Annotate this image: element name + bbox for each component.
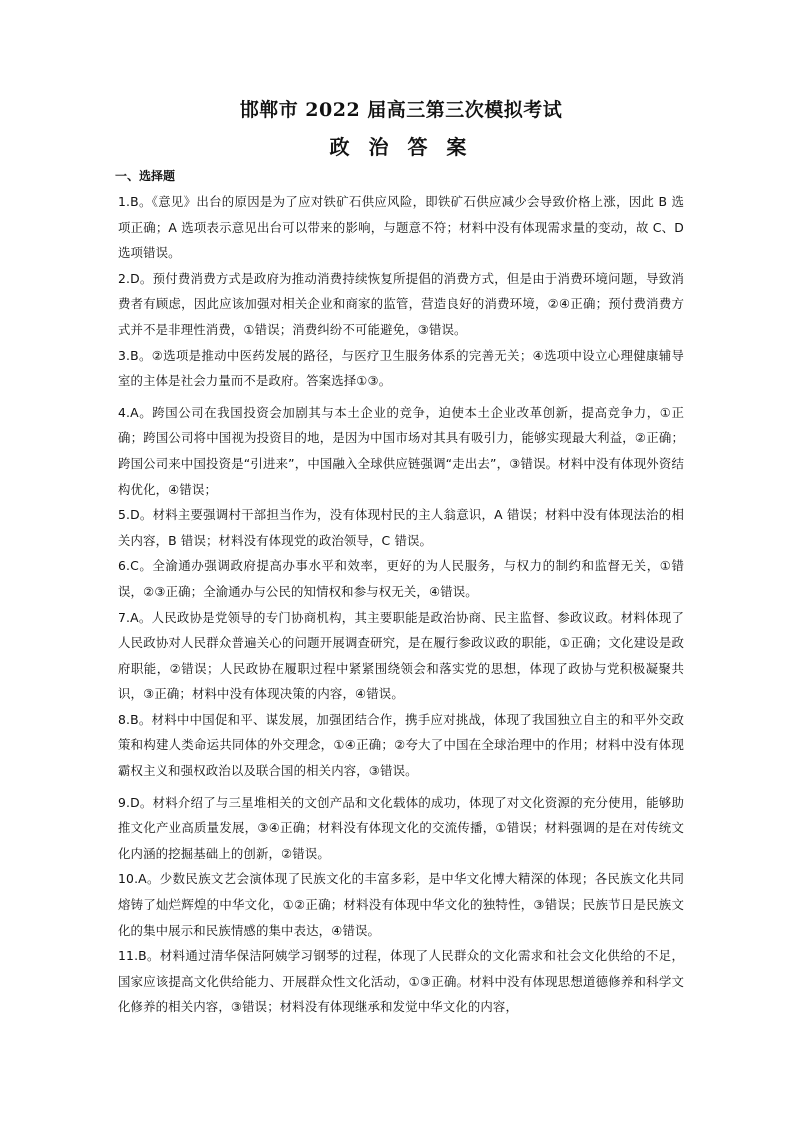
answer-item-1: 1.B。《意见》出台的原因是为了应对铁矿石供应风险，即铁矿石供应减少会导致价格上涨，因此 B 选项正确；A 选项表示意见出台可以带来的影响，与题意不符；材料中没有体现需求量的变动，故 C、D 选项错误。: [118, 194, 684, 261]
section-heading: 一、选择题: [115, 169, 176, 183]
answer-item-4: 4.A。跨国公司在我国投资会加剧其与本土企业的竞争，迫使本土企业改革创新，提高竞争力，①正确；跨国公司将中国视为投资目的地，是因为中国市场对其具有吸引力，能够实现最大利益，②正确；跨国公司来中国投资是“引进来”，中国融入全球供应链强调“走出去”，③错误。材料中没有体现外资结构优化，④错误；: [118, 404, 684, 497]
answer-document: [115, 96, 684, 1020]
answer-item-2: 2.D。预付费消费方式是政府为推动消费持续恢复所提倡的消费方式，但是由于消费环境问题，导致消费者有顾虑，因此应该加强对相关企业和商家的监管，营造良好的消费环境，②④正确；预付费消费方式并不是非理性消费，①错误；消费纠纷不可能避免，③错误。: [118, 270, 684, 337]
answer-item-9: 9.D。材料介绍了与三星堆相关的文创产品和文化载体的成功，体现了对文化资源的充分使用，能够助推文化产业高质量发展，③④正确；材料没有体现文化的交流传播，①错误；材料强调的是在对传统文化内涵的挖掘基础上的创新，②错误。: [118, 794, 684, 861]
answer-item-8: 8.B。材料中中国促和平、谋发展，加强团结合作，携手应对挑战，体现了我国独立自主的和平外交政策和构建人类命运共同体的外交理念，①④正确；②夸大了中国在全球治理中的作用；材料中没有体现霸权主义和强权政治以及联合国的相关内容，③错误。: [118, 711, 684, 779]
document-title: 邯郸市 2022 届高三第三次模拟考试: [239, 99, 563, 121]
answer-item-3: 3.B。②选项是推动中医药发展的路径，与医疗卫生服务体系的完善无关；④选项中设立心理健康辅导室的主体是社会力量而不是政府。答案选择①③。: [118, 347, 684, 389]
answer-item-7: 7.A。人民政协是党领导的专门协商机构，其主要职能是政治协商、民主监督、参政议政。材料体现了人民政协对人民群众普遍关心的问题开展调查研究，是在履行参政议政的职能，①正确；文化建设是政府职能，②错误；人民政协在履职过程中紧紧围绕领会和落实党的思想，体现了政协与党积极凝聚共识，③正确；材料中没有体现决策的内容，④错误。: [118, 609, 684, 702]
answer-item-6: 6.C。全渝通办强调政府提高办事水平和效率，更好的为人民服务，与权力的制约和监督无关，①错误，②③正确；全渝通办与公民的知情权和参与权无关，④错误。: [118, 558, 684, 599]
answer-item-5: 5.D。材料主要强调村干部担当作为，没有体现村民的主人翁意识，A 错误；材料中没有体现法治的相关内容，B 错误；材料没有体现党的政治领导，C 错误。: [118, 507, 684, 548]
answer-item-11: 11.B。材料通过清华保洁阿姨学习钢琴的过程，体现了人民群众的文化需求和社会文化供给的不足，国家应该提高文化供给能力、开展群众性文化活动，①③正确。材料中没有体现思想道德修养和科学文化修养的相关内容，③错误；材料没有体现继承和发觉中华文化的内容，: [118, 948, 684, 1015]
answer-item-10: 10.A。少数民族文艺会演体现了民族文化的丰富多彩，是中华文化博大精深的体现；各民族文化共同熔铸了灿烂辉煌的中华文化，①②正确；材料没有体现中华文化的独特性，③错误；民族节日是民族文化的集中展示和民族情感的集中表达，④错误。: [118, 871, 684, 938]
document-subtitle: 政 治 答 案: [329, 135, 473, 159]
